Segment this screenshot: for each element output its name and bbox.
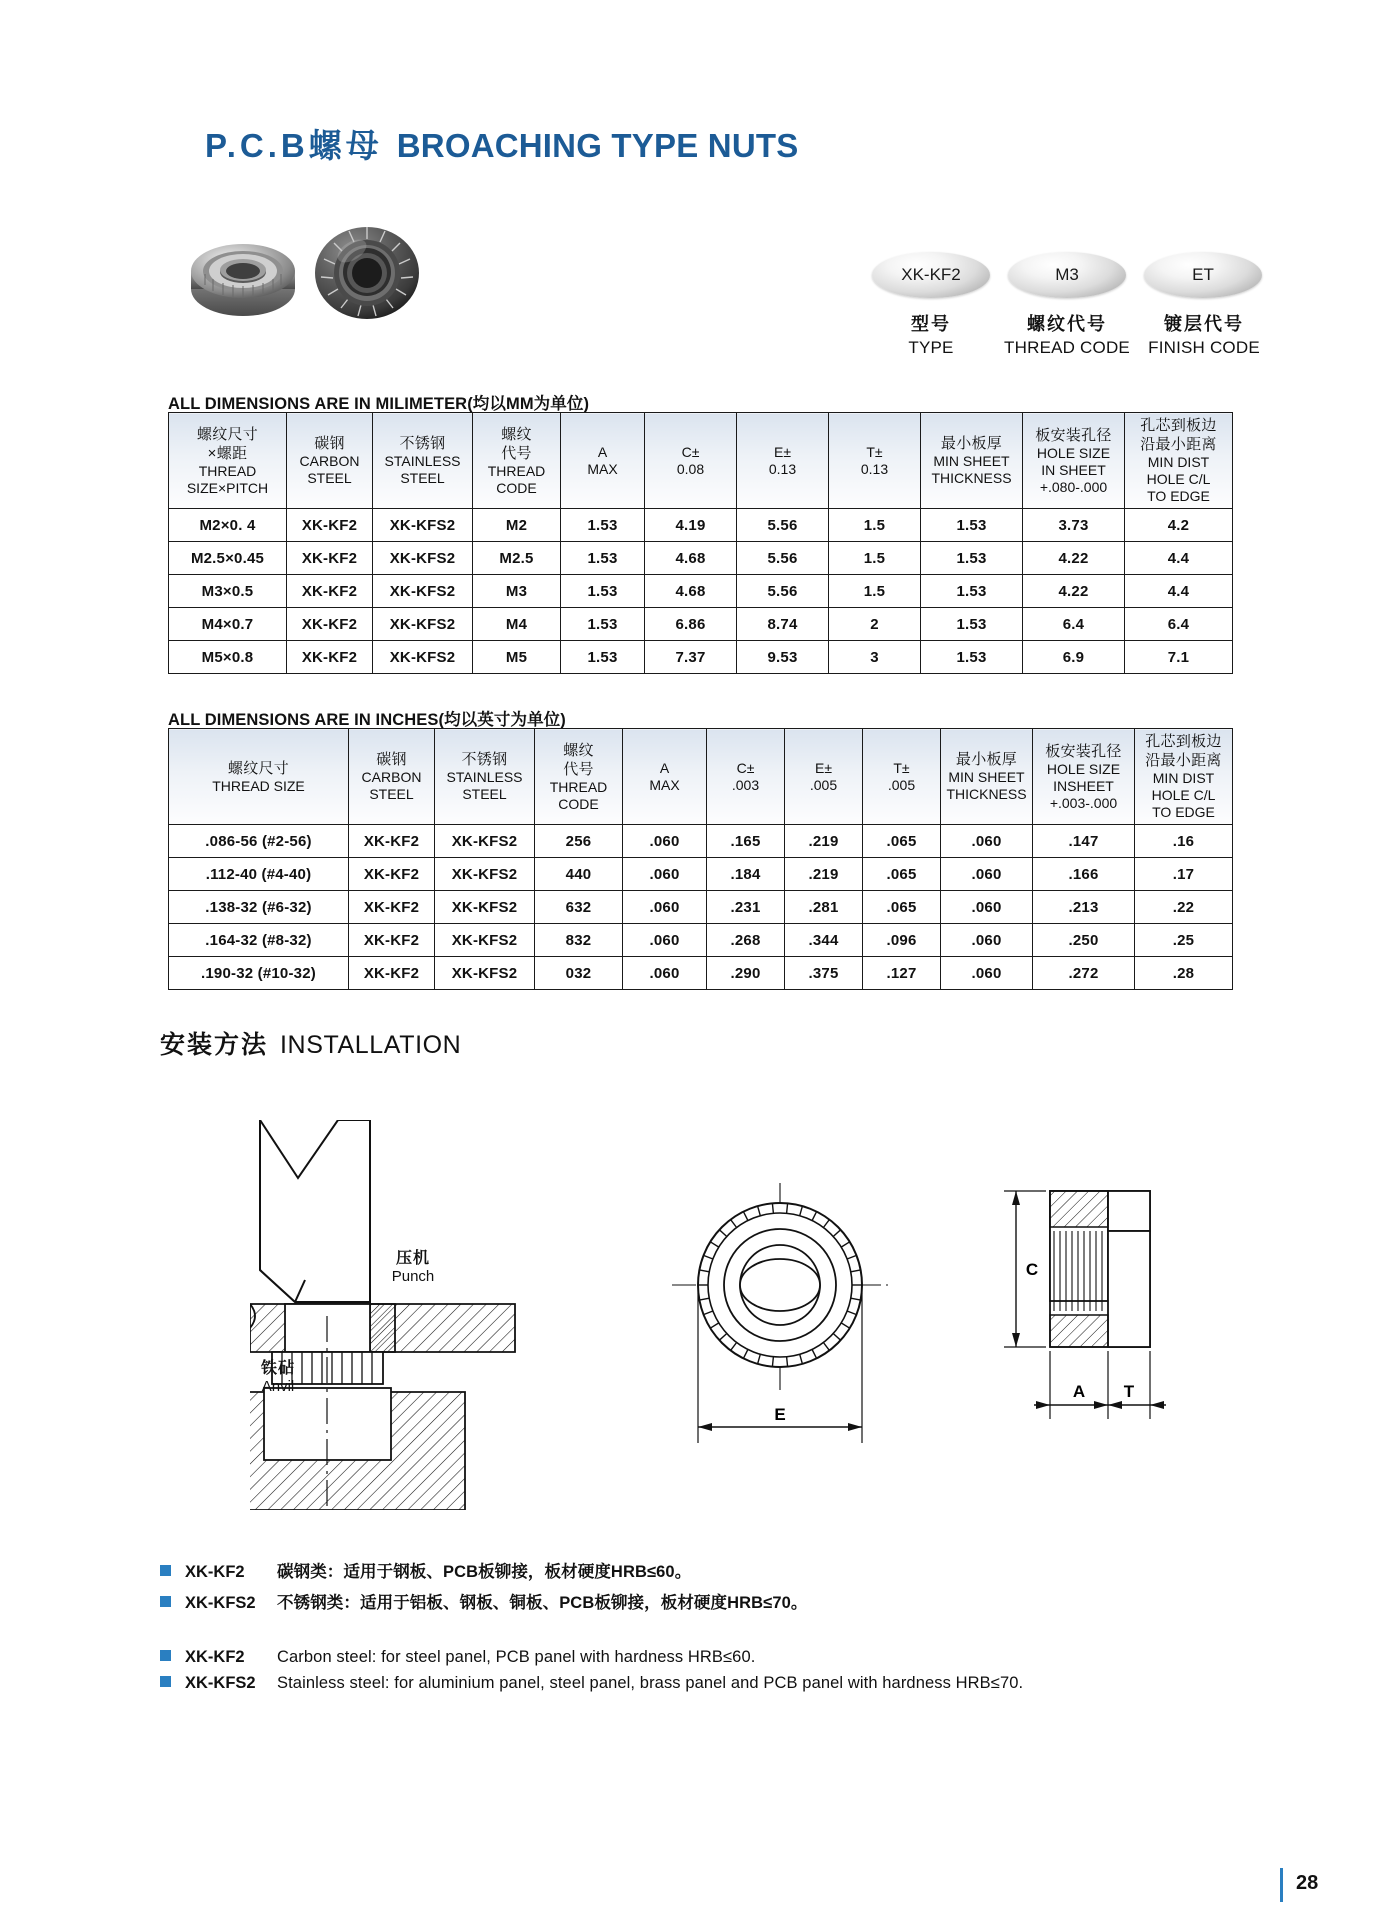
table-mm-header-3-en: THREAD [487, 462, 546, 479]
table-in-cell-r1-c10: .17 [1135, 858, 1233, 891]
table-in-cell-r1-c2: XK-KFS2 [435, 858, 535, 891]
table-mm-header-7-en: T± [866, 443, 883, 460]
badge-label-type-en: TYPE [908, 338, 954, 357]
table-mm-header-9-en: IN SHEET [1041, 461, 1106, 478]
nut-front-view-diagram [660, 1175, 900, 1485]
table-in-cell-r0-c0: .086-56 (#2-56) [169, 825, 349, 858]
table-in-body [169, 825, 1233, 990]
dim-label-c: C [1025, 1260, 1039, 1279]
table-mm-cell-r3-c4: 1.53 [561, 608, 645, 641]
table-mm-header-9-en: HOLE SIZE [1036, 444, 1111, 461]
table-mm-cell-r4-c10: 7.1 [1125, 641, 1233, 674]
table-mm-cell-r0-c9: 3.73 [1023, 509, 1125, 542]
table-mm-cell-r2-c5: 4.68 [645, 575, 737, 608]
table-in-header-cell-9 [1033, 729, 1135, 825]
table-mm-cell-r3-c3: M4 [473, 608, 561, 641]
dim-label-t: T [1123, 1382, 1135, 1401]
table-in-cell-r4-c5: .290 [707, 957, 785, 990]
table-in-header-10-en: MIN DIST [1152, 770, 1215, 786]
page-number: 28 [1296, 1872, 1319, 1894]
table-mm-header-0-cn: ×螺距 [207, 444, 248, 462]
table-in-cell-r3-c6: .344 [785, 924, 863, 957]
note-cn-row [160, 1558, 1280, 1582]
table-mm-cell-r3-c1: XK-KF2 [287, 608, 373, 641]
table-in-cell-r3-c0: .164-32 (#8-32) [169, 924, 349, 957]
table-mm-cell-r4-c0: M5×0.8 [169, 641, 287, 674]
note-en-code-0: XK-KF2 [185, 1648, 245, 1666]
table-in-header-2-en: STEEL [462, 786, 507, 802]
table-mm-cell-r3-c9: 6.4 [1023, 608, 1125, 641]
table-mm-cell-r3-c7: 2 [829, 608, 921, 641]
table-in-cell-r2-c6: .281 [785, 891, 863, 924]
table-mm-header-cell-6 [737, 413, 829, 509]
table-mm-header-3-cn: 螺纹 [501, 425, 532, 443]
table-mm-cell-r4-c3: M5 [473, 641, 561, 674]
table-in-header-4-en: MAX [649, 776, 680, 793]
table-mm-header-8-cn: 最小板厚 [940, 435, 1003, 452]
table-mm-cell-r4-c7: 3 [829, 641, 921, 674]
table-mm-header-cell-1 [287, 413, 373, 509]
table-in-cell-r4-c7: .127 [863, 957, 941, 990]
badge-type: XK-KF2 [872, 252, 990, 298]
table-mm-header-5-en: 0.08 [676, 460, 705, 477]
table-mm-header-1-en: STEEL [307, 470, 352, 486]
table-in-cell-r2-c5: .231 [707, 891, 785, 924]
table-mm-header-10-cn: 沿最小距离 [1140, 436, 1217, 453]
product-photos [185, 215, 475, 325]
table-mm-cell-r4-c9: 6.9 [1023, 641, 1125, 674]
table-in-cell-r4-c10: .28 [1135, 957, 1233, 990]
table-in-cell-r1-c6: .219 [785, 858, 863, 891]
table-in-cell-r3-c10: .25 [1135, 924, 1233, 957]
table-mm-header-9-en: +.080-.000 [1039, 478, 1108, 495]
table-mm-cell-r1-c4: 1.53 [561, 542, 645, 575]
table-mm-cell-r4-c1: XK-KF2 [287, 641, 373, 674]
anvil-label [238, 1355, 318, 1395]
table-mm-header-2-en: STEEL [400, 470, 445, 486]
notes-chinese [160, 1558, 1280, 1620]
table-in-header-10-en: TO EDGE [1152, 804, 1215, 820]
table-mm-cell-r0-c5: 4.19 [645, 509, 737, 542]
table-mm-cell-r3-c8: 1.53 [921, 608, 1023, 641]
table-mm-cell-r3-c6: 8.74 [737, 608, 829, 641]
table-in-header-cell-4 [623, 729, 707, 825]
square-bullet-icon [160, 1596, 171, 1607]
table-in-cell-r0-c4: .060 [623, 825, 707, 858]
note-en-code-1: XK-KFS2 [185, 1674, 256, 1692]
table-in-header-0-cn: 螺纹尺寸 [227, 759, 290, 777]
table-in-cell-r2-c1: XK-KF2 [349, 891, 435, 924]
table-in-header-6-en: .005 [809, 776, 838, 793]
table-in-header-7-en: T± [893, 759, 910, 776]
table-in-header-9-cn: 板安装孔径 [1045, 742, 1122, 760]
table-in-cell-r0-c3: 256 [535, 825, 623, 858]
table-mm-cell-r4-c5: 7.37 [645, 641, 737, 674]
table-in-cell-r2-c2: XK-KFS2 [435, 891, 535, 924]
table-mm-header-cell-5 [645, 413, 737, 509]
table-mm-header-6-en: E± [773, 443, 792, 460]
code-badge-group [872, 252, 1262, 302]
table-mm-cell-r2-c4: 1.53 [561, 575, 645, 608]
table-mm-header-cell-8 [921, 413, 1023, 509]
table-in-cell-r3-c2: XK-KFS2 [435, 924, 535, 957]
table-mm-cell-r0-c1: XK-KF2 [287, 509, 373, 542]
table-row [169, 575, 1233, 608]
table-in-header-8-en: THICKNESS [946, 786, 1027, 802]
table-in-cell-r1-c7: .065 [863, 858, 941, 891]
table-mm-cell-r3-c0: M4×0.7 [169, 608, 287, 641]
table-in-header-4-en: A [659, 759, 670, 776]
table-in-cell-r1-c9: .166 [1033, 858, 1135, 891]
table-mm-cell-r3-c5: 6.86 [645, 608, 737, 641]
table-in-cell-r2-c10: .22 [1135, 891, 1233, 924]
table-in-cell-r3-c7: .096 [863, 924, 941, 957]
table-mm-header-4-en: A [597, 443, 608, 460]
table-in-header-cell-7 [863, 729, 941, 825]
table-mm-header-10-cn: 孔芯到板边 [1140, 417, 1217, 434]
table-in-cell-r1-c3: 440 [535, 858, 623, 891]
note-en-row [160, 1674, 1340, 1693]
table-in-cell-r1-c4: .060 [623, 858, 707, 891]
table-in-cell-r2-c3: 632 [535, 891, 623, 924]
badge-label-type-cn: 型号 [911, 314, 951, 334]
table-mm-header-0-en: THREAD [198, 462, 257, 479]
square-bullet-icon [160, 1650, 171, 1661]
table-in-header-cell-10 [1135, 729, 1233, 825]
square-bullet-icon [160, 1676, 171, 1687]
table-row [169, 858, 1233, 891]
table-in-header-cell-2 [435, 729, 535, 825]
table-row [169, 891, 1233, 924]
installation-heading [160, 1025, 461, 1061]
table-mm-header-cell-9 [1023, 413, 1125, 509]
table-in-cell-r1-c1: XK-KF2 [349, 858, 435, 891]
table-in-cell-r0-c2: XK-KFS2 [435, 825, 535, 858]
table-mm-cell-r1-c8: 1.53 [921, 542, 1023, 575]
table-mm-header-cell-4 [561, 413, 645, 509]
punch-label-cn: 压机 [395, 1250, 430, 1267]
table-mm-cell-r1-c6: 5.56 [737, 542, 829, 575]
table-mm-header-8-en: THICKNESS [931, 470, 1012, 486]
table-mm-header-cell-0 [169, 413, 287, 509]
installation-heading-cn: 安装方法 [160, 1031, 269, 1059]
table-in-cell-r1-c5: .184 [707, 858, 785, 891]
table-in-cell-r4-c3: 032 [535, 957, 623, 990]
page-title-cn: P.C.B螺母 [205, 127, 383, 164]
table-in-header-5-en: C± [736, 759, 755, 776]
table-row [169, 542, 1233, 575]
table-in-header-10-cn: 孔芯到板边 [1145, 733, 1222, 750]
table-row [169, 608, 1233, 641]
note-en-row [160, 1648, 1340, 1667]
table-mm-cell-r0-c6: 5.56 [737, 509, 829, 542]
anvil-label-en: Anvil [261, 1378, 295, 1395]
table-in-header-cell-3 [535, 729, 623, 825]
note-cn-code-1: XK-KFS2 [185, 1594, 256, 1612]
installation-press-diagram [250, 1120, 580, 1510]
installation-heading-en: INSTALLATION [280, 1031, 462, 1059]
table-in-header-row [169, 729, 1233, 825]
table-in-cell-r1-c8: .060 [941, 858, 1033, 891]
table-in-cell-r4-c8: .060 [941, 957, 1033, 990]
table-mm-header-0-en: SIZE×PITCH [186, 479, 269, 496]
note-en-text-0: Carbon steel: for steel panel, PCB panel with hardness HRB≤60. [277, 1648, 756, 1666]
badge-label-thread-code-en: THREAD CODE [1004, 338, 1130, 357]
table-in-cell-r4-c0: .190-32 (#10-32) [169, 957, 349, 990]
table-mm-header-cell-10 [1125, 413, 1233, 509]
table-mm-header-1-cn: 碳钢 [314, 435, 345, 452]
table-mm-header-2-cn: 不锈钢 [399, 435, 446, 452]
table-mm-cell-r4-c2: XK-KFS2 [373, 641, 473, 674]
table-in-cell-r2-c0: .138-32 (#6-32) [169, 891, 349, 924]
dimensions-table-inches [168, 728, 1233, 990]
table-mm-cell-r2-c3: M3 [473, 575, 561, 608]
table-mm-cell-r0-c2: XK-KFS2 [373, 509, 473, 542]
note-cn-text-0: 碳钢类：适用于钢板、PCB板铆接，板材硬度HRB≤60。 [277, 1563, 692, 1581]
square-bullet-icon [160, 1565, 171, 1576]
footer-accent-rule [1280, 1868, 1283, 1902]
table-mm-cell-r4-c8: 1.53 [921, 641, 1023, 674]
table-in-caption: ALL DIMENSIONS ARE IN INCHES(均以英寸为单位) [168, 711, 566, 729]
punch-label [368, 1245, 458, 1285]
table-mm-cell-r2-c1: XK-KF2 [287, 575, 373, 608]
notes-english [160, 1648, 1340, 1700]
page-title-en: BROACHING TYPE NUTS [396, 127, 799, 164]
table-in-header-0-en: THREAD SIZE [212, 777, 305, 794]
table-mm-header-0-cn: 螺纹尺寸 [196, 425, 259, 443]
table-row [169, 957, 1233, 990]
table-in-header-9-en: INSHEET [1053, 777, 1114, 794]
table-in-header-7-en: .005 [887, 776, 916, 793]
table-mm-header-cell-3 [473, 413, 561, 509]
table-in-header-8-en: MIN SHEET [948, 769, 1025, 785]
table-in-cell-r0-c1: XK-KF2 [349, 825, 435, 858]
table-mm-header-row [169, 413, 1233, 509]
table-mm-cell-r1-c7: 1.5 [829, 542, 921, 575]
table-in-cell-r3-c3: 832 [535, 924, 623, 957]
table-mm-cell-r2-c10: 4.4 [1125, 575, 1233, 608]
table-in-header-1-cn: 碳钢 [376, 751, 407, 768]
table-in-cell-r2-c7: .065 [863, 891, 941, 924]
table-in-cell-r0-c6: .219 [785, 825, 863, 858]
table-in-header-6-en: E± [814, 759, 833, 776]
table-mm-cell-r4-c6: 9.53 [737, 641, 829, 674]
table-mm-cell-r2-c7: 1.5 [829, 575, 921, 608]
table-in-cell-r0-c10: .16 [1135, 825, 1233, 858]
table-in-header-1-en: CARBON [361, 769, 422, 785]
table-mm-cell-r1-c3: M2.5 [473, 542, 561, 575]
table-row [169, 924, 1233, 957]
table-in-header-cell-8 [941, 729, 1033, 825]
table-in-header-3-en: CODE [558, 795, 599, 812]
table-in-header-2-en: STAINLESS [446, 769, 523, 785]
table-mm-header-10-en: TO EDGE [1147, 488, 1210, 504]
badge-thread-code: M3 [1008, 252, 1126, 298]
table-mm-body [169, 509, 1233, 674]
table-mm-cell-r0-c8: 1.53 [921, 509, 1023, 542]
dim-label-a: A [1072, 1382, 1086, 1401]
dim-label-e: E [774, 1405, 786, 1424]
badge-label-thread-code-cn: 螺纹代号 [1027, 314, 1107, 334]
table-mm-cell-r1-c1: XK-KF2 [287, 542, 373, 575]
table-in-cell-r4-c1: XK-KF2 [349, 957, 435, 990]
table-mm-header-3-en: CODE [496, 479, 537, 496]
table-mm-cell-r2-c6: 5.56 [737, 575, 829, 608]
table-in-header-cell-1 [349, 729, 435, 825]
table-mm-cell-r4-c4: 1.53 [561, 641, 645, 674]
table-mm-header-cell-7 [829, 413, 921, 509]
table-mm-header-5-en: C± [681, 443, 700, 460]
broaching-nut-photo-angled [185, 227, 305, 325]
table-in-header-10-cn: 沿最小距离 [1145, 752, 1222, 769]
table-mm-cell-r1-c10: 4.4 [1125, 542, 1233, 575]
table-in-cell-r0-c9: .147 [1033, 825, 1135, 858]
table-in-header-9-en: HOLE SIZE [1046, 760, 1121, 777]
punch-label-en: Punch [391, 1268, 435, 1285]
table-in-cell-r4-c4: .060 [623, 957, 707, 990]
table-mm-cell-r2-c9: 4.22 [1023, 575, 1125, 608]
table-mm-header-9-cn: 板安装孔径 [1035, 426, 1112, 444]
broaching-nut-photo-front [310, 215, 425, 325]
badge-label-type [856, 312, 1006, 359]
badge-label-finish-code [1129, 312, 1279, 359]
table-in-header-1-en: STEEL [369, 786, 414, 802]
badge-label-finish-code-cn: 镀层代号 [1164, 314, 1244, 334]
table-mm-cell-r0-c3: M2 [473, 509, 561, 542]
table-in-cell-r3-c5: .268 [707, 924, 785, 957]
note-cn-text-1: 不锈钢类：适用于铝板、钢板、铜板、PCB板铆接，板材硬度HRB≤70。 [277, 1594, 808, 1612]
table-in-cell-r3-c8: .060 [941, 924, 1033, 957]
table-in-header-9-en: +.003-.000 [1049, 794, 1118, 811]
table-in-cell-r3-c9: .250 [1033, 924, 1135, 957]
badge-finish-code: ET [1144, 252, 1262, 298]
table-mm-cell-r1-c9: 4.22 [1023, 542, 1125, 575]
table-mm-cell-r1-c0: M2.5×0.45 [169, 542, 287, 575]
table-in-header-8-cn: 最小板厚 [955, 751, 1018, 768]
code-badge-labels [872, 312, 1272, 368]
table-in-header-3-cn: 螺纹 [563, 741, 594, 759]
table-mm-cell-r1-c2: XK-KFS2 [373, 542, 473, 575]
table-in-head [169, 729, 1233, 825]
note-en-text-1: Stainless steel: for aluminium panel, steel panel, brass panel and PCB panel with hardness HRB≤70. [277, 1674, 1024, 1692]
note-cn-row [160, 1589, 1280, 1613]
table-mm-cell-r2-c0: M3×0.5 [169, 575, 287, 608]
table-mm-header-10-en: MIN DIST [1147, 454, 1210, 470]
table-row [169, 641, 1233, 674]
table-mm-header-8-en: MIN SHEET [933, 453, 1010, 469]
table-in-cell-r1-c0: .112-40 (#4-40) [169, 858, 349, 891]
table-in-cell-r0-c8: .060 [941, 825, 1033, 858]
table-mm-header-7-en: 0.13 [860, 460, 889, 477]
table-mm-header-6-en: 0.13 [768, 460, 797, 477]
anvil-label-cn: 铁砧 [260, 1360, 295, 1377]
table-mm-header-10-en: HOLE C/L [1146, 471, 1211, 487]
table-mm-header-3-cn: 代号 [501, 444, 532, 462]
table-in-header-2-cn: 不锈钢 [461, 751, 508, 768]
table-mm-cell-r0-c0: M2×0. 4 [169, 509, 287, 542]
table-mm-head [169, 413, 1233, 509]
table-in-cell-r0-c5: .165 [707, 825, 785, 858]
table-in-header-3-en: THREAD [549, 778, 608, 795]
table-row [169, 825, 1233, 858]
table-in-cell-r0-c7: .065 [863, 825, 941, 858]
table-in-cell-r3-c4: .060 [623, 924, 707, 957]
table-mm-header-2-en: STAINLESS [384, 453, 461, 469]
table-mm-cell-r0-c10: 4.2 [1125, 509, 1233, 542]
table-in-cell-r3-c1: XK-KF2 [349, 924, 435, 957]
table-in-header-cell-5 [707, 729, 785, 825]
table-in-header-cell-6 [785, 729, 863, 825]
table-in-cell-r2-c4: .060 [623, 891, 707, 924]
table-mm-cell-r0-c7: 1.5 [829, 509, 921, 542]
table-in-header-cell-0 [169, 729, 349, 825]
table-in-header-5-en: .003 [731, 776, 760, 793]
dimensions-table-mm [168, 412, 1233, 674]
badge-label-finish-code-en: FINISH CODE [1148, 338, 1260, 357]
badge-label-thread-code [992, 312, 1142, 359]
table-row [169, 509, 1233, 542]
nut-side-section-diagram [980, 1175, 1240, 1475]
table-mm-header-4-en: MAX [587, 460, 618, 477]
table-in-cell-r2-c9: .213 [1033, 891, 1135, 924]
table-in-header-3-cn: 代号 [563, 760, 594, 778]
page-title [205, 120, 798, 167]
table-mm-cell-r1-c5: 4.68 [645, 542, 737, 575]
table-mm-cell-r2-c2: XK-KFS2 [373, 575, 473, 608]
table-mm-caption: ALL DIMENSIONS ARE IN MILIMETER(均以MM为单位) [168, 395, 590, 413]
table-mm-header-cell-2 [373, 413, 473, 509]
table-in-header-10-en: HOLE C/L [1151, 787, 1216, 803]
table-mm-cell-r0-c4: 1.53 [561, 509, 645, 542]
note-cn-code-0: XK-KF2 [185, 1563, 245, 1581]
table-in-cell-r2-c8: .060 [941, 891, 1033, 924]
table-mm-cell-r3-c2: XK-KFS2 [373, 608, 473, 641]
table-mm-cell-r3-c10: 6.4 [1125, 608, 1233, 641]
table-mm-cell-r2-c8: 1.53 [921, 575, 1023, 608]
table-in-cell-r4-c6: .375 [785, 957, 863, 990]
table-in-cell-r4-c2: XK-KFS2 [435, 957, 535, 990]
table-mm-header-1-en: CARBON [299, 453, 360, 469]
table-in-cell-r4-c9: .272 [1033, 957, 1135, 990]
